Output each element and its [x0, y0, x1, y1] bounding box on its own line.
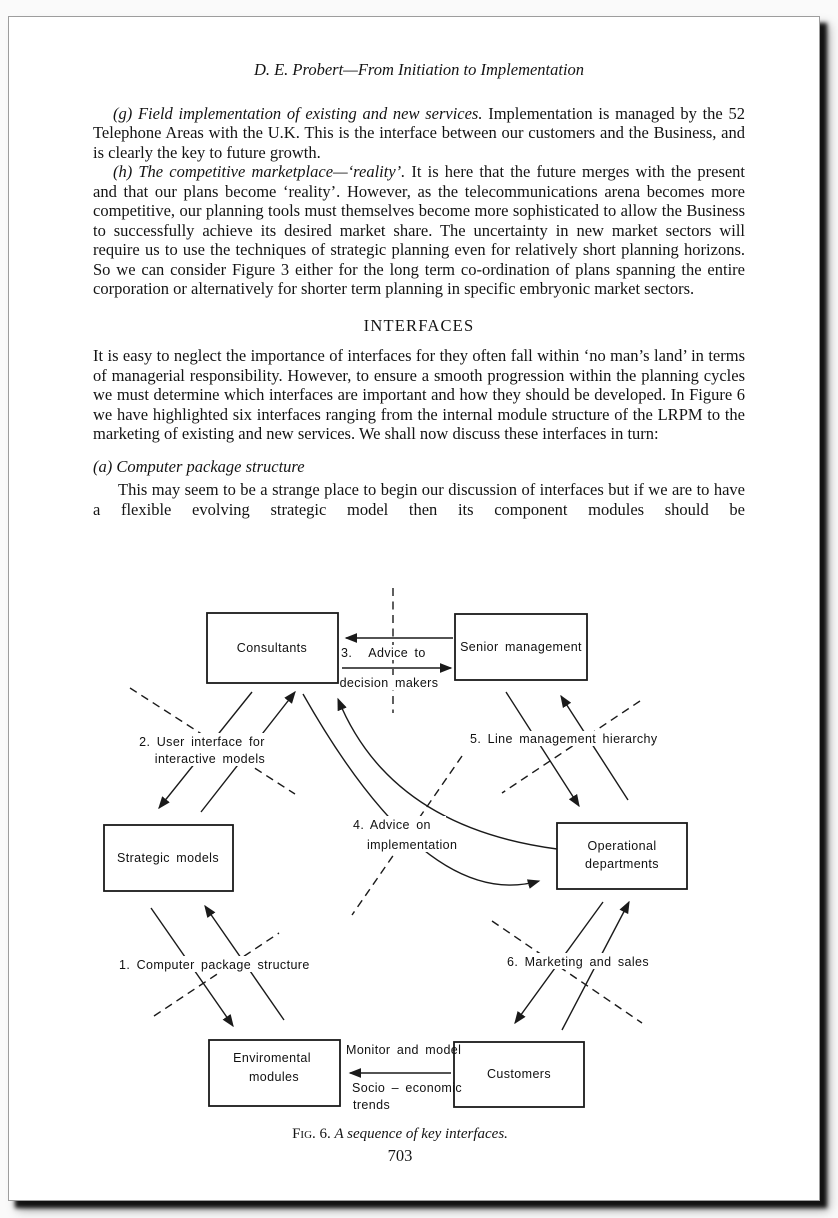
- monitor-and-model-label: Monitor and model: [346, 1043, 462, 1057]
- interface-4-label-line2: implementation: [367, 838, 458, 852]
- paragraph-h: [93, 162, 745, 299]
- dashed-line-interface-6: [492, 921, 642, 1023]
- interface-6-label: 6. Marketing and sales: [507, 955, 650, 969]
- senior-management-label: Senior management: [460, 640, 582, 654]
- section-heading-interfaces: INTERFACES: [363, 315, 475, 335]
- interface-3-label-line1: Advice to: [368, 646, 426, 660]
- paragraph-interfaces: It is easy to neglect the importance of interfaces for they often fall within ‘no man’s land’ in terms of managerial responsibility. However, to ensure a smooth progression within the planning cycles we must determine which interfaces are important and how they should be developed. In Figure 6 we have highlighted six interfaces ranging from the internal module structure of the LRPM to the marketing of existing and new services. We shall now discuss these interfaces in turn:: [93, 346, 745, 443]
- socio-economic-label-line1: Socio – economic: [352, 1081, 463, 1095]
- environmental-modules-label-line1: Enviromental: [233, 1051, 311, 1065]
- environmental-modules-label-line2: modules: [248, 1070, 300, 1084]
- customers-label: Customers: [486, 1067, 552, 1081]
- interface-4-label-line1: 4. Advice on: [353, 818, 431, 832]
- interface-2-label-line1: 2. User interface for: [139, 735, 265, 749]
- subsection-heading-a: (a) Computer package structure: [93, 456, 305, 476]
- paragraph-g: [93, 104, 745, 163]
- page-number: 703: [387, 1146, 413, 1165]
- figure-6-diagram: [60, 575, 820, 1135]
- interface-5-label: 5. Line management hierarchy: [470, 732, 658, 746]
- paragraph-a: This may seem to be a strange place to begin our discussion of interfaces but if we are to have a flexible evolving strategic model then its component modules should be: [93, 480, 745, 519]
- operational-departments-box: [557, 823, 687, 889]
- paragraph-h-body: It is here that the future merges with the present and that our plans become ‘reality’. However, as the telecommunications arena becomes more competitive, our planning tools must themselves become more sophisticated to allow the Business to successfully achieve its desired market share. The uncertainty in new market sectors will require us to use the techniques of strategic planning even for relatively short planning horizons. So we can consider Figure 3 either for the long term co-ordination of plans spanning the entire corporation or alternatively for shorter term planning in specific embryonic market sectors.: [93, 162, 745, 298]
- figure-caption: [5, 1126, 795, 1143]
- dashed-line-interface-5: [502, 701, 640, 793]
- arrow-operational-to-senior: [561, 696, 628, 800]
- interface-3-label-line2: decision makers: [339, 676, 439, 690]
- text-column: [93, 60, 745, 519]
- operational-departments-label-line1: Operational: [587, 839, 657, 853]
- dashed-line-interface-1: [154, 933, 279, 1016]
- figure-caption-text: A sequence of key interfaces.: [334, 1126, 508, 1142]
- paragraph-h-lead: (h) The competitive marketplace—‘reality’.: [113, 162, 406, 181]
- figure-caption-label: Fig. 6.: [292, 1126, 331, 1142]
- paragraph-g-body: Implementation is managed by the 52 Telephone Areas with the U.K. This is the interface between our customers and the Business, and is clearly the key to future growth.: [93, 103, 745, 162]
- interface-2-label-line2: interactive models: [154, 752, 266, 766]
- consultants-label: Consultants: [236, 641, 308, 655]
- curve-consultants-to-operational: [303, 694, 539, 885]
- operational-departments-label-line2: departments: [585, 857, 659, 871]
- paragraph-g-lead: (g) Field implementation of existing and new services.: [113, 103, 483, 123]
- socio-economic-label-line2: trends: [353, 1098, 391, 1112]
- running-head: D. E. Probert—From Initiation to Implementation: [253, 60, 585, 79]
- strategic-models-label: Strategic models: [117, 851, 219, 865]
- interface-3-number: 3.: [341, 646, 353, 660]
- interface-1-label: 1. Computer package structure: [119, 958, 310, 972]
